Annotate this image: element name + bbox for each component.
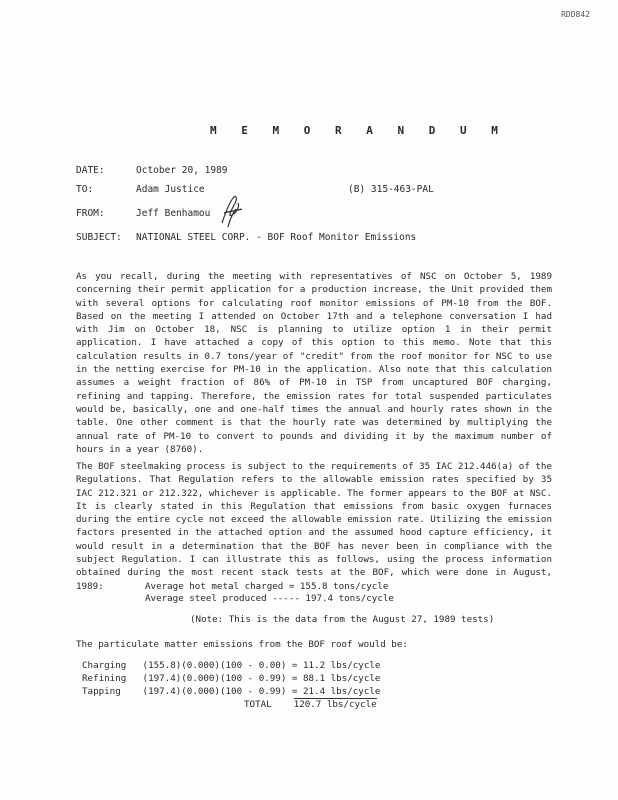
paragraph-2: The BOF steelmaking process is subject to the requirements of 35 IAC 212.446(a) of the Regulations. That Regulation refers to the allowable emission rates specified by 35 IAC 212.321 or 212.322, whichever is applicable. The former appears to the BOF at NSC. It is clearly stated in this Regulation that emissions from basic oxygen furnaces during the entire cycle not exceed the allowable emission rate. Utilizing the emission factors presented in the attached option and the assumed hood capture efficiency, it would result in a determination that the BOF has never been in compliance with the subject Regulation. I can illustrate this as follows, using the process information obtained during the most recent stack tests at the BOF, which were done in August, 1989: (76, 461, 552, 592)
calc-formula: (197.4)(0.000)(100 - 0.99) (142, 686, 287, 697)
emissions-intro: The particulate matter emissions from the BOF roof would be: (76, 639, 408, 650)
memo-title: M E M O R A N D U M (210, 124, 507, 137)
from-label: FROM: (76, 208, 105, 219)
calc-row-tapping (82, 686, 380, 697)
calc-result: = 11.2 lbs/cycle (291, 660, 381, 671)
document-id: RDD842 (561, 10, 590, 19)
date-value: October 20, 1989 (136, 165, 228, 176)
to-label: TO: (76, 184, 94, 195)
calc-label: Refining (82, 673, 127, 684)
calc-label: Charging (82, 660, 127, 671)
subject-label: SUBJECT: (76, 232, 122, 243)
subject-row (76, 232, 416, 243)
calc-result: = 88.1 lbs/cycle (291, 673, 381, 684)
calc-row-charging (82, 660, 380, 671)
total-row (244, 699, 377, 710)
date-label: DATE: (76, 165, 105, 176)
avg-hot-metal: Average hot metal charged = 155.8 tons/cycle (145, 581, 389, 592)
signature-initials (218, 193, 244, 229)
subject-value: NATIONAL STEEL CORP. - BOF Roof Monitor Emissions (136, 232, 417, 243)
paragraph-1: As you recall, during the meeting with representatives of NSC on October 5, 1989 concerning their permit application for a production increase, the Unit provided them with several options for calculating roof monitor emissions of PM-10 from the BOF. Based on the meeting I attended on October 17th and a telephone conversation I had with Jim on October 18, NSC is planning to utilize option 1 in their permit application. I have attached a copy of this option to this memo. Note that this calculation results in 0.7 tons/year of "credit" from the roof monitor for NSC to use in the netting exercise for PM-10 in the application. Also note that this calculation assumes a weight fraction of 86% of PM-10 in TSP from uncaptured BOF charging, refining and tapping. Therefore, the emission rates for total suspended particulates would be, basically, one and one-half times the annual and hourly rates shown in the table. One other comment is that the hourly rate was determined by multiplying the annual rate of PM-10 to convert to pounds and dividing it by the maximum number of hours in a year (8760). (76, 271, 552, 455)
total-label: TOTAL (244, 699, 272, 710)
from-value: Jeff Benhamou (136, 208, 211, 219)
from-row (76, 208, 210, 219)
avg-steel: Average steel produced ----- 197.4 tons/cycle (145, 593, 394, 604)
phone-number: (B) 315-463-PAL (348, 184, 434, 195)
date-row (76, 165, 228, 176)
to-row (76, 184, 205, 195)
calc-formula: (197.4)(0.000)(100 - 0.99) (142, 673, 287, 684)
calc-formula: (155.8)(0.000)(100 - 0.00) (142, 660, 287, 671)
averages-note: (Note: This is the data from the August 27, 1989 tests) (190, 614, 495, 625)
calc-label: Tapping (82, 686, 121, 697)
total-value: 120.7 lbs/cycle (293, 699, 377, 710)
to-value: Adam Justice (136, 184, 205, 195)
calc-row-refining (82, 673, 380, 684)
calc-result: = 21.4 lbs/cycle (291, 686, 381, 697)
